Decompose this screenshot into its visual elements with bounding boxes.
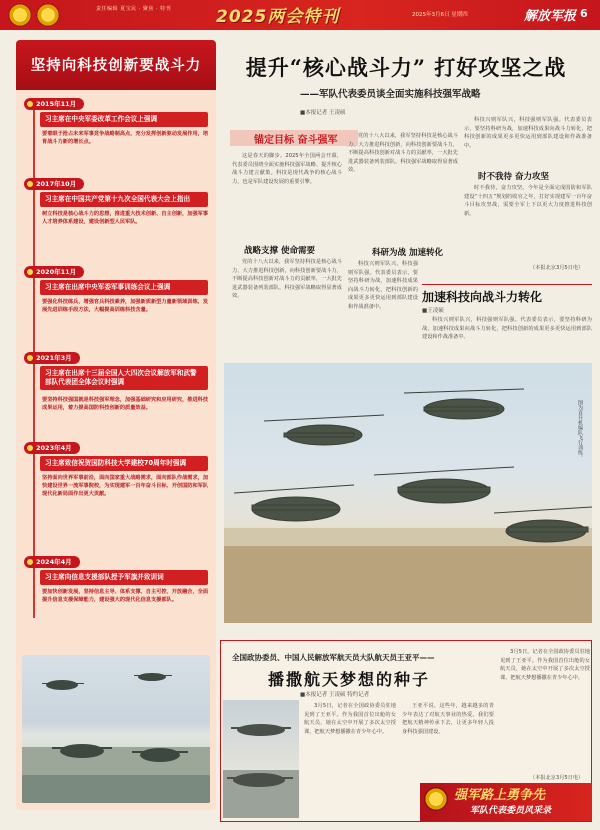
article2-byline: ■王凌硕 bbox=[422, 308, 444, 314]
national-emblem-icon bbox=[8, 3, 32, 27]
feature-col1-text bbox=[304, 702, 396, 816]
paragraph: 科技兴则军队兴，科技强则军队强。代表委员表示，要坚持科研为战，加速科技成果向战斗力转化，把科技创新的成果更多更快运用到部队建设和作战准备中。 bbox=[464, 117, 592, 149]
masthead bbox=[0, 0, 600, 30]
divider-line bbox=[422, 284, 592, 285]
timeline-event: 习主席在中央军委改革工作会议上强调 bbox=[40, 112, 208, 127]
timeline-event: 习主席在出席十三届全国人大四次会议解放军和武警部队代表团全体会议时强调 bbox=[40, 366, 208, 390]
timeline-year: 2020年11月 bbox=[24, 266, 84, 278]
timeline-event: 习主席向信息支援部队授予军旗并致训词 bbox=[40, 570, 208, 585]
astronaut-photo bbox=[223, 700, 299, 818]
feature-title: 播撒航天梦想的种子 bbox=[268, 670, 431, 689]
timeline-year: 2015年11月 bbox=[24, 98, 84, 110]
main-continued: （本报北京3月5日电） bbox=[530, 265, 584, 271]
paragraph: 3月5日，记者在全国政协委员驻地见到了王亚平。作为我国首位出舱的女航天员，她在太空中开展了多次太空授课，把航天梦想播撒在青少年心中。 bbox=[304, 703, 396, 735]
section-head-1: 战略支撑 使命需要 bbox=[244, 246, 315, 256]
banner-subtitle: 军队代表委员风采录 bbox=[470, 806, 552, 816]
section-head-3: 时不我待 奋力攻坚 bbox=[478, 172, 549, 182]
theme-badge: 锚定目标 奋斗强军 bbox=[254, 135, 338, 146]
paper-name: 解放军报 bbox=[524, 9, 577, 24]
paragraph: 科技兴则军队兴，科技强则军队强。代表委员表示，要坚持科研为战，加速科技成果向战斗力转化，把科技创新的成果更多更快运用到部队建设和作战准备中。 bbox=[422, 317, 592, 340]
feature-kicker: 全国政协委员、中国人民解放军航天员大队航天员王亚平—— bbox=[232, 653, 435, 662]
page-number: 6 bbox=[580, 7, 588, 20]
section-head-2: 科研为战 加速转化 bbox=[372, 248, 443, 258]
helicopter-formation-photo bbox=[224, 363, 592, 623]
paragraph: 这是春天的脚步。2025年全国两会开幕，代表委员围绕全面实施科技强军战略、提升核心战斗力建言献策。科技是现代战争的核心战斗力，也是军队建设发展的重要引擎。 bbox=[232, 153, 342, 185]
timeline-title: 坚持向科技创新要战斗力 bbox=[30, 58, 202, 74]
main-col1-text-2 bbox=[232, 258, 342, 354]
timeline-year: 2021年3月 bbox=[24, 352, 80, 364]
photo-caption: 图为直升机编队飞行训练。 bbox=[577, 400, 583, 460]
timeline-quote: 树立科技是核心战斗力的思想，推进重大技术创新、自主创新，加强军事人才培养体系建设，建设创新型人民军队。 bbox=[42, 211, 209, 225]
feature-col3-text bbox=[500, 648, 590, 776]
timeline-year: 2024年4月 bbox=[24, 556, 80, 568]
banner-emblem-icon bbox=[424, 787, 448, 811]
masthead-nav: 责任编辑 夏宝民 · 聚焦 · 特刊 bbox=[96, 6, 172, 12]
timeline-column bbox=[16, 40, 216, 810]
main-byline: ■本报记者 王凌硕 bbox=[300, 110, 346, 116]
feature-continued: （本报北京3月5日电） bbox=[530, 775, 584, 781]
timeline-quote: 要加快创新发展，坚持信息主导、体系支撑、自主可控、开放融合，全面提升信息支援保障能力，建设强大的现代化信息支援部队。 bbox=[42, 589, 209, 603]
main-col3-text-2 bbox=[464, 184, 592, 260]
timeline-event: 习主席致信祝贺国防科技大学建校70周年时强调 bbox=[40, 456, 208, 471]
helicopter-deck-photo bbox=[22, 655, 210, 803]
party-emblem-icon bbox=[36, 3, 60, 27]
banner-title: 强军路上勇争先 bbox=[454, 788, 546, 803]
main-headline: 提升“核心战斗力” 打好攻坚之战 bbox=[245, 55, 567, 80]
paragraph: 王亚平说，这些年，越来越多的青少年表达了对航天事业的热爱。我们要把航天精神传承下去，让更多年轻人投身科技强国建设。 bbox=[402, 703, 494, 735]
paragraph: 党的十八大以来，我军坚持科技是核心战斗力，大力推进科技创新，向科技创新要战斗力，不断提高科技创新对战斗力的贡献率，一大批先进武器装备列装部队，科技强军战略取得显著成效。 bbox=[232, 259, 342, 299]
paragraph: 党的十八大以来，我军坚持科技是核心战斗力，大力推进科技创新，向科技创新要战斗力，不断提高科技创新对战斗力的贡献率，一大批先进武器装备列装部队，科技强军战略取得显著成效。 bbox=[348, 133, 458, 173]
edition-title: 2025两会特刊 bbox=[216, 7, 340, 27]
timeline-quote: 要坚持科技强国就是科技强军理念，加强基础研究和应用研究，推进科技成果运用，着力提高国防科技创新的质量效益。 bbox=[42, 397, 209, 411]
paragraph: 科技兴则军队兴，科技强则军队强。代表委员表示，要坚持科研为战，加速科技成果向战斗力转化，把科技创新的成果更多更快运用到部队建设和作战准备中。 bbox=[348, 261, 418, 310]
timeline-year: 2023年4月 bbox=[24, 442, 80, 454]
timeline-year: 2017年10月 bbox=[24, 178, 84, 190]
feature-byline: ■本报记者 王凌硕 特约记者 bbox=[300, 692, 370, 698]
main-col3-text bbox=[464, 116, 592, 164]
paragraph: 3月5日，记者在全国政协委员驻地见到了王亚平。作为我国首位出舱的女航天员，她在太空中开展了多次太空授课，把航天梦想播撒在青少年心中。 bbox=[500, 649, 590, 681]
article2-text bbox=[422, 316, 592, 360]
timeline-quote: 要强化科技练兵，增强官兵科技素养，加强新质新型力量新领域训练，发展先进训练手段方法，大幅提高训练科技含量。 bbox=[42, 299, 209, 313]
timeline-quote: 坚持面向世界军事前沿，面向国家重大战略需求，面向部队作战需求，加快建设世界一流军事院校，为实现建军一百年奋斗目标、开创国防和军队现代化新局面作出更大贡献。 bbox=[42, 475, 209, 497]
timeline-quote: 要着眼于抢占未来军事竞争战略制高点，充分发挥创新驱动发展作用，培育战斗力新的增长点。 bbox=[42, 131, 209, 145]
main-col1-text bbox=[232, 152, 342, 238]
article2-title: 加速科技向战斗力转化 bbox=[422, 290, 543, 304]
issue-date: 2025年3月6日 星期四 bbox=[412, 12, 468, 18]
timeline-event: 习主席在中国共产党第十九次全国代表大会上指出 bbox=[40, 192, 208, 207]
main-subhead: ——军队代表委员谈全面实施科技强军战略 bbox=[300, 89, 481, 100]
main-col2-text-2 bbox=[348, 260, 418, 356]
timeline-event: 习主席在出席中央军委军事训练会议上强调 bbox=[40, 280, 208, 295]
paragraph: 时不我待，奋力攻坚。今年是全面完成国防和军队建设“十四五”规划的收官之年，打好实现建军一百年奋斗目标攻坚战，需要全军上下以更大力度推进科技创新。 bbox=[464, 185, 592, 217]
timeline-header bbox=[16, 40, 216, 90]
main-col2-text bbox=[348, 132, 458, 240]
